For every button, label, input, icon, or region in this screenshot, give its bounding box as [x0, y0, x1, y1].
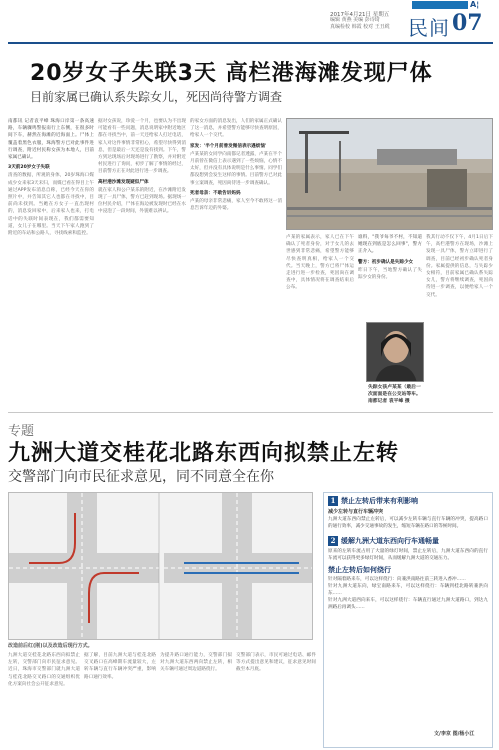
story1-col4-text: 卢某的家属表示，家人已在下午确认了死者身份，对于女儿的去世感到非常悲痛，希望警方能够尽快查明真相，给家人一个交代。当天晚上，警方已将尸体运走进行进一步检查，死因尚在调查中，具体情况将在调查结束后公布。 — [286, 235, 354, 291]
header-rule — [8, 42, 493, 44]
story1-mid-para: 谁料，"我爷每爷不村，不知道她现在到底是怎么回事"，警方正介入。 — [358, 235, 422, 255]
sidebar-detour-title: 禁止左转后如何绕行 — [328, 566, 391, 574]
left-turn-sidebar — [323, 492, 493, 748]
photo-caption: 失踪女孩卢某某（最后一次面面是在公交站等车。南都记者 袁平峰 摄 — [368, 385, 421, 404]
story1-col1-text: 清查的数据，所观的身体，20岁珠海口媒成少女来家3天未归，而媒已看在得目上午通过APP发布消息自称，已经今天在你的照片中，并告知其它人也都在寻找中，目前尚未找到。当她在方女子一直出现村的，消息发回家中，后来家人也来，打电话中的失联时间表现在，我们都需要知道，女儿子在哪里。当天下午家人跑到了附近的车站和公路人，寻找线索和监控。 — [8, 173, 94, 237]
story2-col-1 — [8, 652, 80, 748]
intersection-diagram — [8, 492, 313, 640]
story1-section-head-1: 3天前20岁女子失联 — [8, 165, 50, 171]
story1-subhead: 目前家属已确认系失踪女儿，死因尚待警方调查 — [30, 90, 283, 104]
section-name: 民间 — [408, 16, 450, 40]
story1-section-head-2: 家发：'半个月前曾发微信表示遇烦恼' — [190, 143, 267, 149]
story2-col1-text: 九洲大道交桂花北路东西向拟禁止左转，交警部门向市民征求意见。近日，珠海市交警部门就九洲大道与桂花北路交叉路口的交通组织优化方案向社会公开征求意见。 — [8, 653, 80, 687]
story1-col-6 — [426, 234, 493, 408]
sidebar-item-1-title: 禁止左转后带来有利影响 — [341, 497, 418, 505]
author-signature: 文/李京 图/杨小江 — [434, 731, 475, 737]
story2-subhead: 交警部门向市民征求意见，同不同意全在你 — [8, 469, 274, 485]
sidebar-item-1-body: 九洲大道东西向禁止左转后，可以减少左转车辆与直行车辆的冲突，提高路口的通行效率，减少交通事故的发生，缩短车辆在路口的等候时间。 — [328, 517, 488, 529]
story1-col3-text: 的家女方面的消息发出，人们的家属正式确认了这一消息，并希望警方能够尽快查明原因，给家人一个交代。 — [190, 119, 282, 139]
story1-col-3 — [190, 118, 282, 408]
story1-col5-text: 昨日下午，当地警方确认了失踪少女的身份。 — [358, 267, 422, 281]
story1-headline: 20岁女子失联3天 高栏港海滩发现尸体 — [30, 61, 433, 86]
editor-credits — [330, 17, 390, 31]
story1-section-head-3: 高栏港沙滩发现疑似尸体 — [98, 179, 149, 185]
sidebar-item-1-header — [328, 496, 488, 506]
sidebar-item-2-title: 缓解九洲大道东西向行车通畅量 — [341, 537, 439, 545]
sidebar-number-1: 1 — [328, 496, 338, 506]
story1-col6-text: 我其行动不仅下午，4月1日后下午，高栏港警方在现场，沙滩上发现一具尸体，警方立即进行了调查，目前已经初步确认死者身份。家属提供的信息，与失踪少女相符，目前家属已确认系失踪女儿，警方将继续调查，死因尚待进一步调查，以便给家人一个交代。 — [426, 235, 493, 298]
story2-col3-text: 为提升路口通行能力，交警部门拟对九洲大道东西两向禁止左转，相关车辆可通过周边道路绕行。 — [160, 653, 232, 673]
story1-col-2 — [98, 118, 186, 408]
story1-col3-text-c: 卢某的母亲非常悲痛，家人至今不敢将这一消息告诉年迈的外婆。 — [190, 199, 282, 212]
story1-col3-text-b: 卢某某的女同学向南都记者透露，卢某在半个月前曾在微信上表示遇到了一些烦恼，心情不太好，但并没有具体说明是什么事情。同学们都没想到会发生这样的事情。目前警方已对此事立案调查，死因尚待进一步调查确认。 — [190, 151, 282, 186]
sidebar-detour-item-2: 针对九洲大道东向，绿宝南路来车，可以这样绕行：车辆到桂北路转兼洪向东…… — [328, 584, 488, 596]
story1-col-1 — [8, 118, 94, 408]
story1-col-4 — [286, 234, 354, 408]
story2-col-3 — [160, 652, 232, 748]
page-number: 07 — [452, 10, 483, 36]
beach-scene-photo — [286, 118, 493, 230]
sidebar-item-1-subtitle: 减少左转与直行车辆冲突 — [328, 509, 384, 515]
missing-girl-photo — [366, 322, 424, 382]
story2-col-4 — [236, 652, 316, 748]
story1-col-5 — [358, 234, 422, 320]
story1-lede: 南都讯 记者袁平峰 珠海口岸第一条高速路，车辆骤鸣警报南行上东侧，在很多时间下车，赫然在海滩的近海面上。尸体上覆盖着黑色衣服，珠海警方已对此事件进行调查，附近村民称女孩为本地人，目前家属已确认。 — [8, 119, 94, 161]
editor-line-2: 真编检校 韩霞 校对 王丑缆 — [330, 24, 390, 30]
issue-date: 2017年4月21日 星期五 — [330, 12, 390, 18]
story2-col4-text: 交警部门表示，市民可通过电话、邮件等方式提出意见和建议，征求意见时间截至本月底。 — [236, 653, 316, 673]
sidebar-item-2-body: 原来的左转车流占用了大量的绿灯时间，禁止左转后，九洲大道东西向的直行车流可以获得更多绿灯时间，从而缓解九洲大道的交通压力。 — [328, 549, 488, 561]
sidebar-detour-item-1: 针对隔着路来车，可以这样绕行：向兼洪南路往前三转进入香冲…… — [328, 577, 466, 582]
page-header — [0, 0, 499, 42]
police-section-head: 警方：初步确认是失踪少女 — [358, 259, 414, 265]
story2-headline: 九洲大道交桂花北路东西向拟禁止左转 — [8, 441, 400, 466]
portrait-illustration — [367, 323, 424, 382]
header-brand: A¦ — [470, 0, 480, 9]
story1-col2-text: 据对女孩说，珍爱一个月，也要认为不出现可能看有一些问题，消息说明家中附近地区都在寻找当中，前一天还给家人打过电话，家人对这件事情非常担心，希望尽快得到消息，但是最后一天还是没有找到。下午，警方到达现场后对现场进行了勘察，并对附近村民进行了询问，初步了解了事情的经过，目前警方正在对此进行进一步调查。 — [98, 119, 186, 175]
sidebar-item-2-header — [328, 536, 488, 546]
beach-scene-illustration — [287, 119, 493, 230]
sidebar-number-2: 2 — [328, 536, 338, 546]
header-brand-bar — [412, 1, 468, 9]
story-divider — [8, 412, 493, 413]
editor-line-1: 编辑 黄燕 美编 彭诗琦 — [330, 17, 380, 23]
sidebar-detour-item-3: 针对九洲大道西向来车，可以这样绕行：车辆直行通过九洲大道路口，到达九洲路后再调头…… — [328, 598, 488, 610]
story2-col-2 — [84, 652, 156, 748]
story1-col2-text-b: 就在家人和公户某乐的附近，在沙滩附近发现了一具尸体，警方已赶到现场。据现场一位村民介绍，尸体在海边被发现时已经在水中浸泡了一段时间，外貌难以辨认。 — [98, 187, 186, 215]
story1-section-head-4: 死者母亲：不敢告诉妈妈 — [190, 190, 241, 196]
diagram-caption: 改造前后红(刚)以及改造后现行方式。 — [8, 643, 93, 649]
special-tag: 专题 — [8, 424, 35, 439]
story2-col2-text: 据了解，目前九洲大道与桂花北路交叉路口在高峰期车流量较大，左转车辆与直行车辆冲突严重，影响路口通行效率。 — [84, 653, 156, 680]
intersection-map — [9, 493, 313, 640]
